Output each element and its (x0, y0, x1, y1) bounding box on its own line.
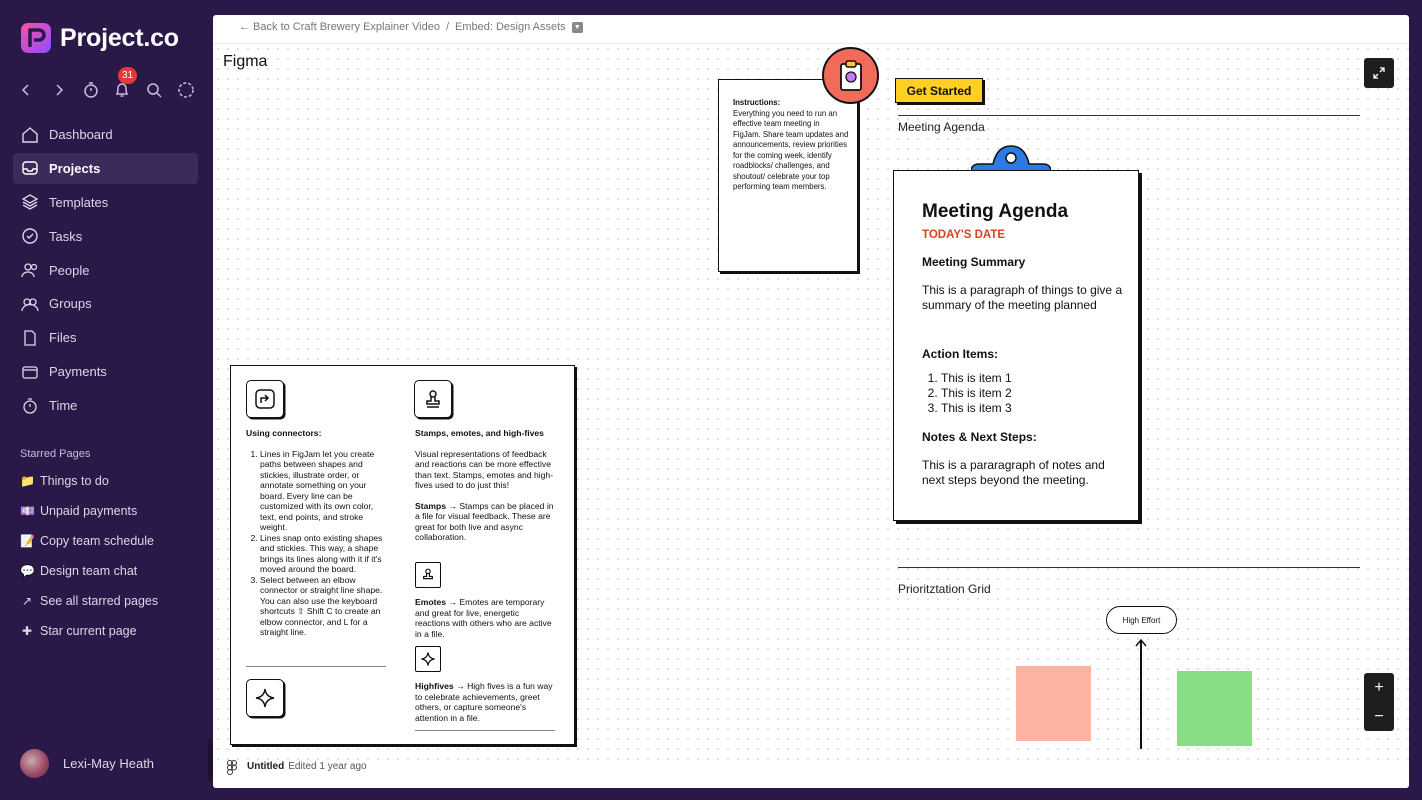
wallet-icon (21, 363, 39, 381)
starred-item-label: Star current page (40, 624, 137, 638)
nav-label: Templates (49, 194, 109, 210)
home-icon (21, 126, 39, 144)
starred-item-label: Copy team schedule (40, 534, 154, 548)
stamps-label: Stamps → (415, 500, 458, 511)
list-item: 2. Lines snap onto existing shapes and stickies. This way, a shape brings its lines along with it if it's moved around the board. (260, 533, 386, 575)
starred-item-label: Design team chat (40, 564, 138, 578)
emotes-label: Emotes → (415, 597, 458, 607)
file-name[interactable]: Untitled (247, 761, 285, 772)
highfives-text: High fives is a fun way to celebrate achievements, greet others, or capture someone's attention in a file. (415, 681, 553, 723)
nav-item-dashboard[interactable] (13, 119, 198, 150)
highfives-label: Highfives → (415, 681, 465, 691)
back-arrow-icon[interactable] (14, 78, 38, 102)
avatar (20, 749, 49, 778)
breadcrumb (239, 21, 583, 33)
nav-item-files[interactable] (13, 322, 198, 353)
stamps-heading: Stamps, emotes, and high-fives (415, 428, 544, 438)
nav-label: Payments (49, 364, 107, 380)
agenda-notes-heading: Notes & Next Steps: (922, 430, 1037, 444)
expand-icon (1372, 66, 1386, 80)
chevron-down-icon[interactable]: ▼ (572, 22, 583, 33)
agenda-actions-list (922, 371, 1124, 416)
list-item: 1. Lines in FigJam let you create paths between shapes and stickies, illustrate order, or annotate something on your board. Every line can be customized with its own color, text, end points, and stroke weight. (260, 449, 386, 533)
top-toolbar (14, 70, 204, 104)
plus-icon: ✚ (21, 624, 33, 638)
user-profile[interactable] (20, 749, 154, 778)
zoom-out-button[interactable] (1364, 702, 1394, 731)
starred-item-label: See all starred pages (40, 594, 159, 608)
connectors-heading: Using connectors: (246, 428, 322, 438)
timer-icon[interactable] (79, 78, 103, 102)
forward-arrow-icon[interactable] (47, 78, 71, 102)
nav-label: Tasks (49, 228, 83, 244)
stamps-intro: Visual representations of feedback and reactions can be more effective than text. Stamps, emotes and high-fives used to do just this! (415, 448, 554, 490)
expand-button[interactable] (1364, 58, 1394, 88)
money-icon: 💷 (20, 504, 35, 518)
starred-item[interactable] (20, 556, 205, 586)
nav-item-time[interactable] (13, 390, 198, 421)
check-circle-icon (21, 227, 39, 245)
divider (898, 115, 1360, 116)
stamps-text: Stamps can be placed in a file for visual feedback. These are great for both live and async collaboration. (415, 500, 554, 542)
starred-item-label: Unpaid payments (40, 504, 138, 518)
agenda-notes: This is a pararagraph of notes and next steps beyond the meeting. (922, 458, 1105, 487)
agenda-summary-heading: Meeting Summary (922, 255, 1026, 269)
star-current-page-link[interactable] (20, 616, 205, 646)
app-logo[interactable] (20, 22, 179, 54)
nav-item-people[interactable] (13, 255, 198, 286)
figma-logo-icon (227, 760, 237, 775)
sticky-note-red[interactable] (1016, 666, 1091, 741)
see-all-starred-link[interactable] (20, 586, 205, 616)
agenda-title: Meeting Agenda (922, 201, 1069, 222)
list-item: 3. Select between an elbow connector or straight line shape. You can also use the keyboard shortcuts ⇧ Shift C to create an elbow connector, and L for a straight line. (260, 575, 386, 638)
arrow-head-icon (1135, 639, 1147, 647)
breadcrumb-current: Embed: Design Assets (455, 21, 566, 33)
embed-file-info (247, 761, 367, 772)
nav-label: Groups (49, 296, 92, 312)
chat-bubble-icon: 💬 (20, 564, 35, 578)
external-link-icon: ↗ (21, 594, 33, 608)
emotes-text: Emotes are temporary and great for live, energetic reactions with others who are active in a file. (415, 597, 552, 639)
agenda-summary: This is a paragraph of things to give a summary of the meeting planned (922, 283, 1123, 312)
minus-icon: − (1374, 707, 1384, 725)
stamp-icon (414, 380, 452, 418)
inbox-icon (21, 159, 39, 177)
nav-item-projects[interactable] (13, 153, 198, 184)
nav-label: Files (49, 330, 77, 346)
instructions-body: Everything you need to run an effective team meeting in FigJam. Share team updates and announcements, review priorities for the coming week, identify roadblocks/ challenges, and shoutout/ celebrate your top performing team members. (733, 108, 849, 191)
stamps-column (415, 428, 555, 557)
embed-title: Figma (223, 53, 268, 70)
starred-item-label: Things to do (40, 474, 109, 488)
instructions-title: Instructions: (733, 98, 781, 107)
zoom-in-button[interactable] (1364, 673, 1394, 702)
zoom-controls (1364, 673, 1394, 731)
figjam-tips-card (230, 365, 575, 745)
connector-icon (246, 380, 284, 418)
app-name: Project.co (60, 23, 179, 52)
user-name: Lexi-May Heath (63, 756, 155, 771)
nav-item-templates[interactable] (13, 187, 198, 218)
meeting-agenda-card (893, 170, 1139, 521)
clipboard-badge-icon (822, 47, 879, 104)
people-icon (21, 261, 39, 279)
nav-item-tasks[interactable] (13, 221, 198, 252)
memo-icon: 📝 (20, 534, 35, 548)
section-label-agenda: Meeting Agenda (898, 120, 985, 134)
main-nav (13, 119, 198, 424)
stamp-small-icon (415, 562, 441, 588)
high-effort-label: High Effort (1106, 606, 1177, 634)
embed-footer (213, 762, 1409, 788)
main-panel (213, 15, 1409, 788)
connectors-list (246, 449, 386, 638)
agenda-actions-heading: Action Items: (922, 347, 999, 361)
list-item: 1. This is item 1 (941, 371, 1124, 386)
get-started-button[interactable]: Get Started (895, 78, 983, 103)
sidebar (0, 0, 212, 800)
search-icon[interactable] (142, 78, 166, 102)
folder-icon: 📁 (20, 474, 35, 488)
starred-list (20, 466, 205, 646)
connectors-column (246, 428, 386, 638)
emote-sparkle-icon (415, 646, 441, 672)
highfives-block (415, 681, 555, 723)
starred-item[interactable] (20, 496, 205, 526)
groups-icon (21, 295, 39, 313)
instructions-card (718, 79, 858, 272)
edited-time: Edited 1 year ago (288, 761, 367, 772)
list-item: 2. This is item 2 (941, 386, 1124, 401)
plus-icon: + (1374, 678, 1384, 696)
nav-label: Dashboard (49, 127, 113, 142)
starred-item[interactable] (20, 466, 205, 496)
divider (415, 730, 555, 731)
divider (246, 666, 386, 667)
arrow-up-icon (1140, 641, 1142, 749)
layers-icon (21, 193, 39, 211)
nav-label: People (49, 262, 90, 278)
starred-heading: Starred Pages (20, 448, 91, 460)
sparkle-icon (246, 679, 284, 717)
nav-item-payments[interactable] (13, 356, 198, 387)
file-icon (21, 329, 39, 347)
notification-badge: 31 (118, 67, 137, 84)
nav-label: Projects (49, 160, 101, 176)
divider (898, 567, 1360, 568)
emotes-block (415, 597, 555, 639)
list-item: 3. This is item 3 (941, 401, 1124, 416)
section-label-grid: Prioritztation Grid (898, 582, 991, 596)
agenda-date: TODAY'S DATE (922, 229, 1006, 241)
starred-item[interactable] (20, 526, 205, 556)
logo-icon (20, 22, 52, 54)
status-circle-icon[interactable] (174, 78, 198, 102)
stopwatch-icon (21, 397, 39, 415)
nav-item-groups[interactable] (13, 288, 198, 319)
sticky-note-green[interactable] (1177, 671, 1252, 746)
breadcrumb-back-link[interactable]: ← Back to Craft Brewery Explainer Video (239, 21, 440, 33)
breadcrumb-separator: / (445, 21, 450, 33)
nav-label: Time (49, 398, 78, 414)
